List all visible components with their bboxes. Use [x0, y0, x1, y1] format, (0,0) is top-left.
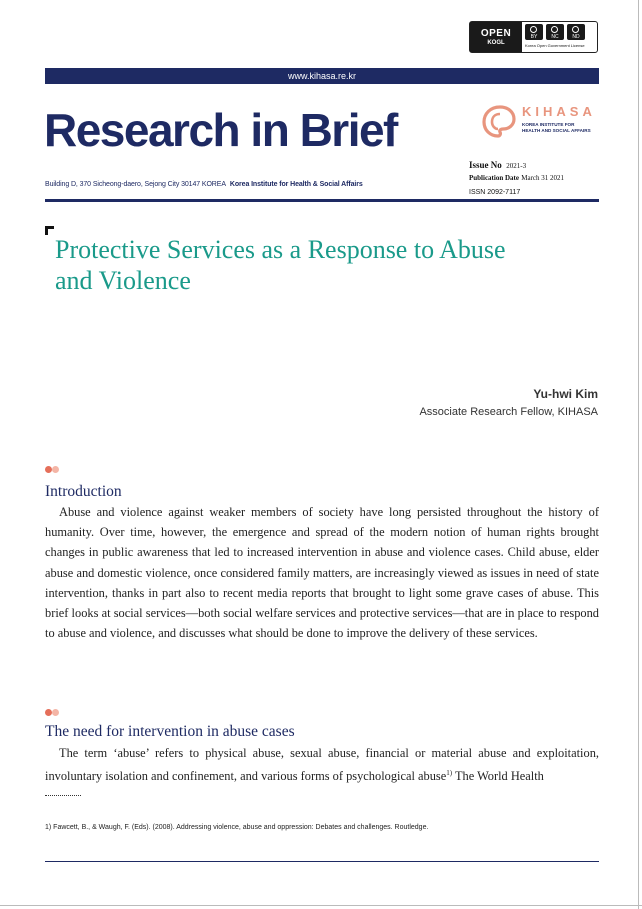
introduction-paragraph: Abuse and violence against weaker members of society have long persisted throughout the history of humanity. Over time, however, the emergence and spread of the modern notion of human rights brought changes in public awareness that led to increased intervention in abuse and violence cases. Child abuse, elder abuse and domestic violence, once considered family matters, are increasingly viewed as issues in need of state intervention, thanks in part also to recent media reports that brought to light some grave cases of abuse. This brief looks at social services—both social welfare services and protective services—that are in place to respond to abuse and violence, and discusses what should be done to improve the delivery of these services.: [45, 505, 599, 641]
address-line: [45, 181, 363, 188]
open-license-mark: [470, 22, 522, 52]
kihasa-subtitle-line2: HEALTH AND SOCIAL AFFAIRS: [522, 128, 591, 133]
author-role: Associate Research Fellow, KIHASA: [419, 406, 598, 418]
article-title-line2: and Violence: [55, 266, 191, 295]
issue-info: [469, 158, 564, 200]
section-bullet-dots: [45, 466, 61, 473]
author-name: Yu-hwi Kim: [533, 387, 598, 401]
publication-date: March 31 2021: [521, 174, 565, 182]
kihasa-subtitle-line1: KOREA INSTITUTE FOR: [522, 122, 575, 127]
license-conditions: [522, 22, 597, 52]
issue-label: Issue No: [469, 160, 502, 170]
issue-number: 2021-3: [506, 162, 527, 170]
footer-divider: [45, 861, 599, 862]
non-commercial-icon: NC: [546, 24, 564, 40]
institute-name: Korea Institute for Health & Social Affairs: [229, 181, 363, 188]
license-caption: Korea Open Government License: [525, 43, 585, 48]
kihasa-wordmark: KIHASA: [522, 104, 596, 119]
section-bullet-dots: [45, 709, 61, 716]
kogl-label: KOGL: [487, 39, 505, 46]
masthead-title: Research in Brief: [44, 104, 397, 156]
footnote-text: 1) Fawcett, B., & Waugh, F. (Eds). (2008). Addressing violence, abuse and oppression: Debates and challenges. Routledge.: [45, 824, 429, 831]
header-divider: [45, 199, 599, 202]
address-text: Building D, 370 Sicheong-daero, Sejong City 30147 KOREA: [45, 181, 226, 188]
kihasa-logo-icon: [481, 103, 519, 139]
intervention-paragraph: [45, 743, 599, 787]
open-license-badge: [469, 21, 598, 53]
section-heading-introduction: Introduction: [45, 483, 122, 500]
title-corner-mark: [45, 226, 54, 235]
publication-date-label: Publication Date: [469, 174, 519, 182]
intervention-paragraph-tail: The World Health: [452, 769, 544, 784]
footnote-ref[interactable]: 1): [446, 769, 453, 778]
page-edge: [638, 0, 639, 909]
footnote-separator: [45, 795, 81, 796]
section-heading-intervention: The need for intervention in abuse cases: [45, 723, 295, 740]
website-url-bar[interactable]: www.kihasa.re.kr: [45, 68, 599, 84]
no-derivatives-icon: ND: [567, 24, 585, 40]
article-title-line1: Protective Services as a Response to Abuse: [55, 235, 506, 264]
kihasa-subtitle: [522, 122, 591, 134]
article-title: [55, 234, 595, 296]
page-edge: [0, 905, 642, 906]
attribution-icon: BY: [525, 24, 543, 40]
intervention-paragraph-text: The term ‘abuse’ refers to physical abuse, sexual abuse, financial or material abuse and exploitation, involuntary isolation and confinement, and various forms of psychological abuse: [45, 746, 599, 784]
issn: ISSN 2092-7117: [469, 189, 521, 196]
open-word: OPEN: [480, 27, 512, 39]
